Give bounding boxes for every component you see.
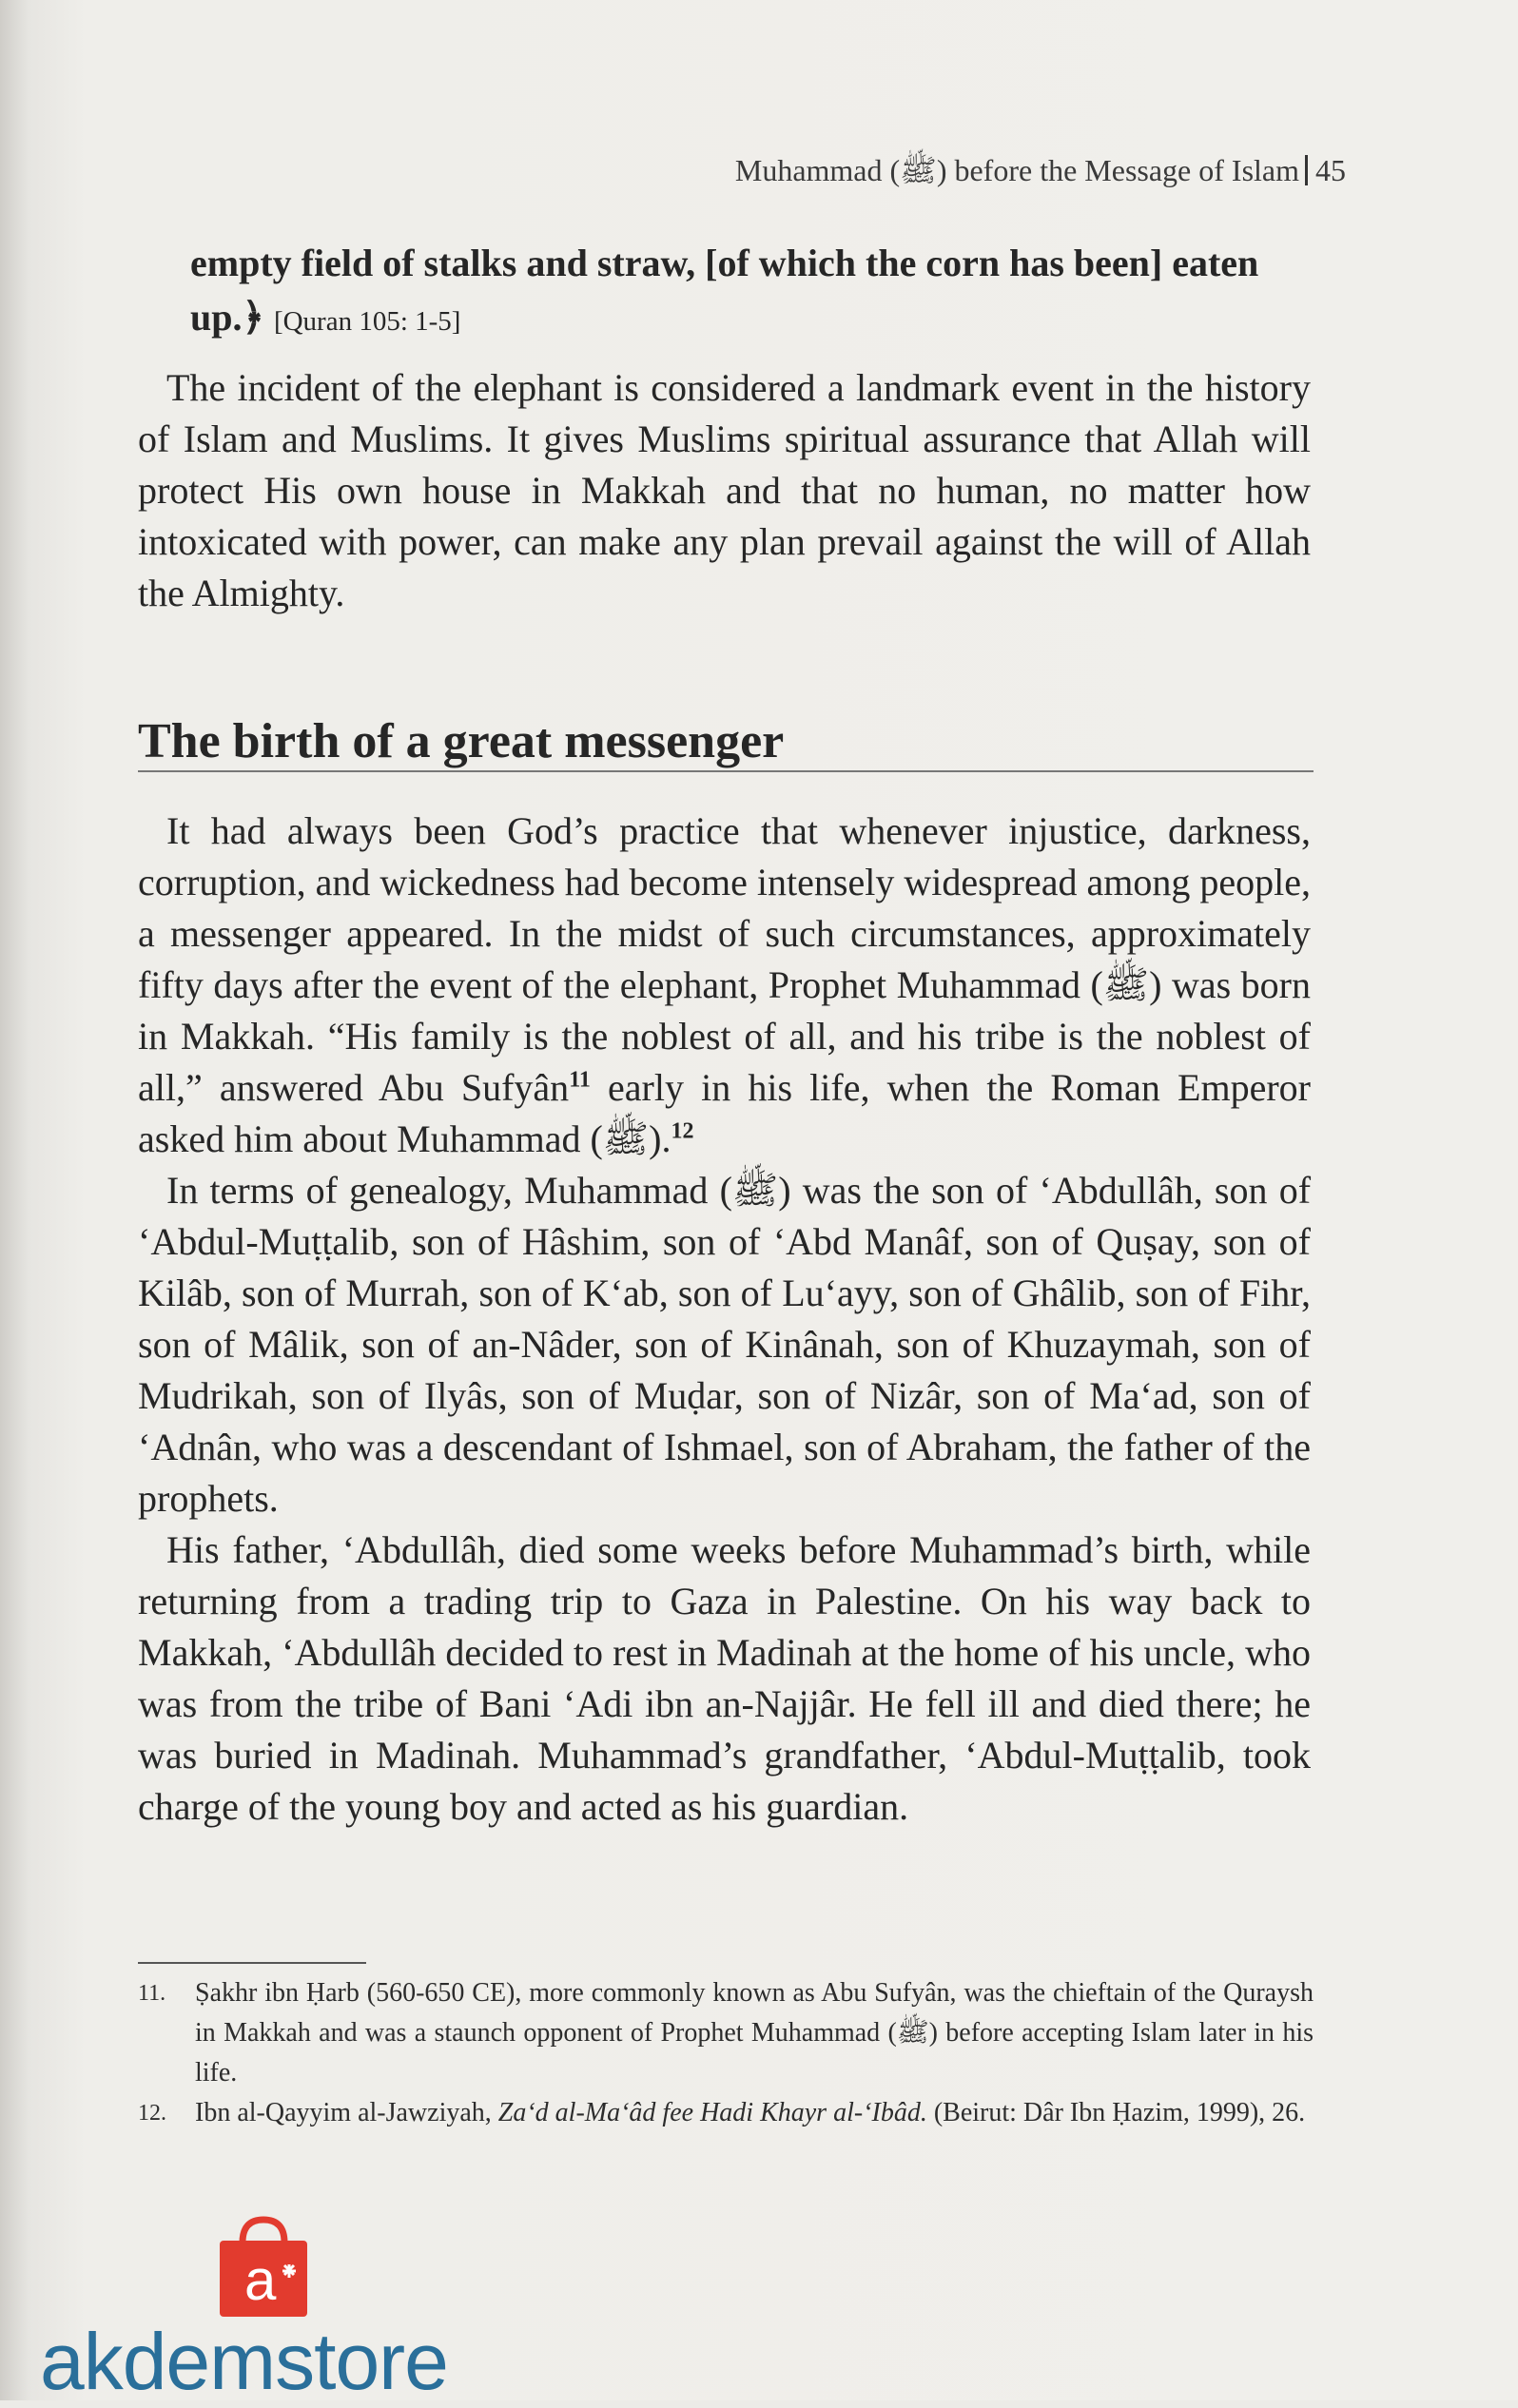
intro-paragraph: The incident of the elephant is considered a landmark event in the history of Islam and Muslims. It gives Muslims spiritual assurance that Allah will protect His own house in Makkah and that no human, no matter how intoxicated with power, can make any plan prevail against the will of Allah the Almighty.: [138, 366, 1311, 614]
store-name: akdemstore: [40, 2317, 448, 2406]
footnote-rule: [138, 1962, 366, 1964]
bag-letter: a: [244, 2248, 277, 2312]
footnote-book-title: Za‘d al-Ma‘âd fee Hadi Khayr al-‘Ibâd.: [497, 2098, 927, 2127]
paragraph-birth: [138, 806, 1311, 1165]
section-heading: The birth of a great messenger: [138, 713, 1314, 772]
footnote-12: [138, 2093, 1314, 2133]
footnote-text-author: Ibn al-Qayyim al-Jawziyah,: [195, 2098, 498, 2127]
footnote-text-publisher: (Beirut: Dâr Ibn Ḥazim, 1999), 26.: [926, 2098, 1306, 2127]
paragraph-birth-text-1: It had always been God’s practice that whenever injustice, darkness, corruption, and wickedness had become intensely widespread among people, a messenger appeared. In the midst of such circumstances, approximately fifty days after the event of the elephant, Prophet Muhammad (ﷺ) was born in Makkah. “His family is the noblest of all, and his tribe is the noblest of all,” answered Abu Sufyân: [138, 809, 1311, 1109]
shopping-bag-icon: [206, 2216, 321, 2321]
footnote-text: Ṣakhr ibn Ḥarb (560-650 CE), more commonly known as Abu Sufyân, was the chieftain of the Quraysh in Makkah and was a staunch opponent of Prophet Muhammad (ﷺ) before accepting Islam later in his life.: [195, 1978, 1314, 2088]
running-head-title: Muhammad (ﷺ) before the Message of Islam: [734, 153, 1299, 187]
footnote-ref-11[interactable]: 11: [569, 1067, 591, 1093]
store-watermark: [40, 2216, 535, 2406]
paragraph-genealogy: In terms of genealogy, Muhammad (ﷺ) was the son of ‘Abdullâh, son of ‘Abdul-Muṭṭalib, son of Hâshim, son of ‘Abd Manâf, son of Quṣay, son of Kilâb, son of Murrah, son of K‘ab, son of Lu‘ayy, son of Ghâlib, son of Fihr, son of Mâlik, son of an-Nâder, son of Kinânah, son of Khuzaymah, son of Mudrikah, son of Ilyâs, son of Muḍar, son of Nizâr, son of Ma‘ad, son of ‘Adnân, who was a descendant of Ishmael, son of Abraham, the father of the prophets.: [138, 1169, 1312, 1520]
footnote-11: [138, 1973, 1314, 2093]
footnote-text: [195, 2093, 1314, 2133]
section-body: [138, 806, 1311, 1833]
intro-block: [138, 362, 1311, 619]
footnote-ref-12[interactable]: 12: [671, 1118, 694, 1144]
running-head-divider: [1305, 155, 1308, 185]
quran-quote: [190, 236, 1313, 349]
quote-reference: [Quran 105: 1-5]: [273, 306, 461, 337]
paragraph-father: His father, ‘Abdullâh, died some weeks before Muhammad’s birth, while returning from a trading trip to Gaza in Palestine. On his way back to Makkah, ‘Abdullâh decided to rest in Madinah at the home of his uncle, who was from the tribe of Bani ‘Adi ibn an-Najjâr. He fell ill and died there; he was buried in Madinah. Muhammad’s grandfather, ‘Abdul-Muṭṭalib, took charge of the young boy and acted as his guardian.: [138, 1528, 1311, 1828]
running-head: [0, 152, 1346, 196]
footnote-number: 11.: [138, 1981, 166, 2006]
page-number: 45: [1315, 153, 1346, 187]
paragraph-birth-text-2: early in his life, when the Roman Emperor asked him about Muhammad (ﷺ).: [138, 1066, 1311, 1160]
footnote-number: 12.: [138, 2101, 166, 2126]
footnotes: [138, 1973, 1314, 2133]
quote-text: empty field of stalks and straw, [of which the corn has been] eaten up.﴿: [190, 242, 1259, 339]
